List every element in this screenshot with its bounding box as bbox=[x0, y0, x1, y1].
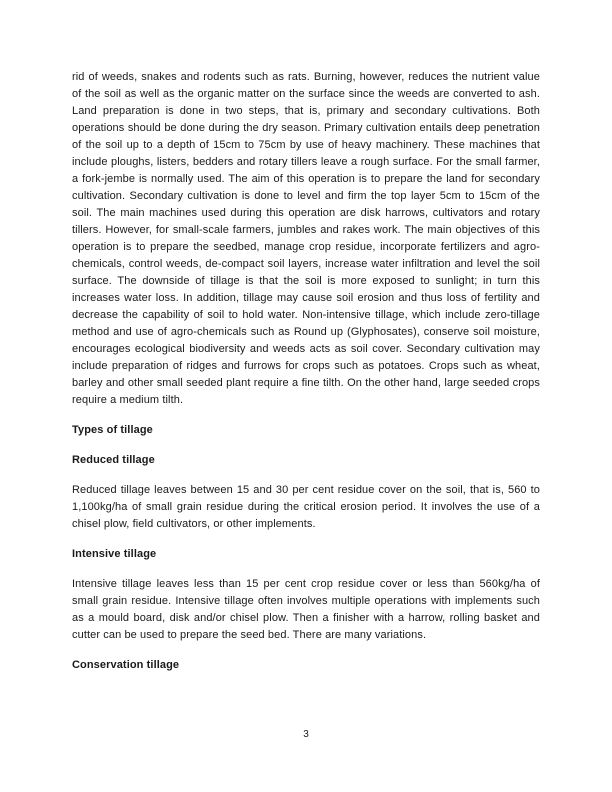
heading-types-of-tillage: Types of tillage bbox=[72, 424, 153, 436]
heading-reduced-tillage: Reduced tillage bbox=[72, 454, 155, 466]
heading-intensive-tillage: Intensive tillage bbox=[72, 548, 157, 560]
paragraph-land-preparation: rid of weeds, snakes and rodents such as rats. Burning, however, reduces the nutrient value of the soil as well as the organic matter on the surface since the weeds are converted to ash. Land preparation is done in two steps, that is, primary and secondary cultivations. Both operations should be done during the dry season. Primary cultivation entails deep penetration of the soil up to a depth of 15cm to 75cm by use of heavy machinery. These machines that include ploughs, listers, bedders and rotary tillers leave a rough surface. For the small farmer, a fork-jembe is normally used. The aim of this operation is to prepare the land for secondary cultivation. Secondary cultivation is done to level and firm the top layer 5cm to 15cm of the soil. The main machines used during this operation are disk harrows, cultivators and rotary tillers. However, for small-scale farmers, jumbles and rakes work. The main objectives of this operation is to prepare the seedbed, manage crop residue, incorporate fertilizers and agro-chemicals, control weeds, de-compact soil layers, increase water infiltration and level the soil surface. The downside of tillage is that the soil is more exposed to sunlight; in turn this increases water loss. In addition, tillage may cause soil erosion and thus loss of fertility and decrease the capability of soil to hold water. Non-intensive tillage, which include zero-tillage method and use of agro-chemicals such as Round up (Glyphosates), conserve soil moisture, encourages ecological biodiversity and weeds acts as soil cover. Secondary cultivation may include preparation of ridges and furrows for crops such as potatoes. Crops such as wheat, barley and other small seeded plant require a fine tilth. On the other hand, large seeded crops require a medium tilth. bbox=[72, 71, 540, 406]
heading-conservation-tillage: Conservation tillage bbox=[72, 659, 180, 671]
paragraph-reduced-tillage: Reduced tillage leaves between 15 and 30 per cent residue cover on the soil, that is, 560 to 1,100kg/ha of small grain residue during the critical erosion period. It involves the use of a chisel plow, field cultivators, or other implements. bbox=[72, 484, 540, 530]
paragraph-intensive-tillage: Intensive tillage leaves less than 15 per cent crop residue cover or less than 560kg/ha of small grain residue. Intensive tillage often involves multiple operations with implements such as a mould board, disk and/or chisel plow. Then a finisher with a harrow, rolling basket and cutter can be used to prepare the seed bed. There are many variations. bbox=[72, 578, 540, 641]
page-number: 3 bbox=[303, 729, 309, 740]
